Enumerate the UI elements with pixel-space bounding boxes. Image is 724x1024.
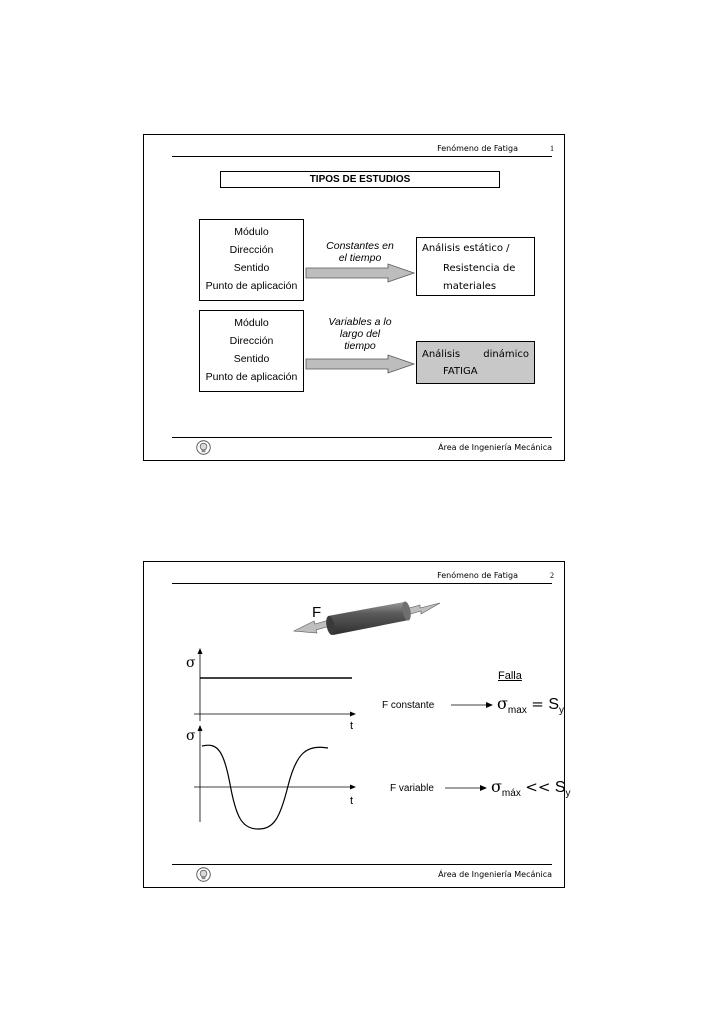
force-params-box-variable xyxy=(199,310,304,392)
much-less-operator: << xyxy=(525,778,551,796)
sigma-symbol: σ xyxy=(491,777,502,796)
constant-stress-graph xyxy=(184,647,359,727)
case2-formula xyxy=(491,777,571,799)
case1-label: F constante xyxy=(382,700,435,711)
arrow-label-variable xyxy=(314,316,406,352)
result-word: Análisis xyxy=(422,349,461,360)
header-title: Fenómeno de Fatiga xyxy=(437,144,518,153)
falla-label: Falla xyxy=(498,670,522,682)
y-axis-arrow-icon xyxy=(198,648,203,654)
header-title: Fenómeno de Fatiga xyxy=(437,571,518,580)
param-sentido: Sentido xyxy=(233,262,270,274)
arrow-label-line: tiempo xyxy=(344,340,376,352)
arrow-label-constant xyxy=(314,240,406,264)
result-box-fatigue xyxy=(416,341,535,384)
graph1-y-label: σ xyxy=(186,655,196,671)
slide-number: 2 xyxy=(550,571,554,580)
param-modulo: Módulo xyxy=(234,317,269,329)
header-rule xyxy=(172,156,552,157)
sigma-subscript: máx xyxy=(501,788,521,800)
footer-rule xyxy=(172,437,552,438)
header-rule xyxy=(172,583,552,584)
result-box-static xyxy=(416,237,535,296)
footer-text: Área de Ingeniería Mecánica xyxy=(438,443,552,452)
result-line: Análisis estático / xyxy=(422,243,510,254)
sigma-subscript: max xyxy=(507,705,527,717)
param-modulo: Módulo xyxy=(234,226,269,238)
right-force-arrow-icon xyxy=(406,603,440,615)
sigma-symbol: σ xyxy=(497,694,508,713)
arrow-label-line: el tiempo xyxy=(338,252,382,264)
equals-operator: = xyxy=(531,695,544,713)
shaft-illustration xyxy=(292,598,444,640)
yield-subscript: y xyxy=(558,705,564,717)
variable-stress-graph xyxy=(184,722,359,834)
slide-number: 1 xyxy=(550,144,554,153)
fatiga-label: FATIGA xyxy=(443,366,478,377)
param-punto: Punto de aplicación xyxy=(205,371,298,383)
case1-arrow-icon xyxy=(450,700,494,710)
yield-strength-symbol: S xyxy=(554,779,566,796)
footer-rule xyxy=(172,864,552,865)
right-arrow-icon xyxy=(304,263,416,283)
right-arrow-icon xyxy=(304,354,416,374)
slide-title: TIPOS DE ESTUDIOS xyxy=(220,171,500,188)
param-punto: Punto de aplicación xyxy=(205,280,298,292)
graph2-x-label: t xyxy=(350,795,354,807)
left-force-arrow-icon xyxy=(294,620,330,633)
graph1-x-label: t xyxy=(350,720,354,732)
x-axis-arrow-icon xyxy=(350,785,356,790)
footer-text: Área de Ingeniería Mecánica xyxy=(438,870,552,879)
case2-label: F variable xyxy=(390,783,434,794)
case1-formula xyxy=(497,694,564,716)
university-logo-icon xyxy=(196,867,211,882)
x-axis-arrow-icon xyxy=(350,712,356,717)
result-line: Resistencia de xyxy=(443,263,516,274)
param-direccion: Dirección xyxy=(229,335,274,347)
slide-2 xyxy=(143,561,571,888)
yield-strength-symbol: S xyxy=(548,696,559,713)
param-direccion: Dirección xyxy=(229,244,274,256)
university-logo-icon xyxy=(196,440,211,455)
case2-arrow-icon xyxy=(444,783,488,793)
graph2-y-label: σ xyxy=(186,728,196,744)
force-label: F xyxy=(312,604,322,621)
arrow-label-line: largo del xyxy=(339,328,381,340)
result-line: materiales xyxy=(443,281,497,292)
yield-subscript: y xyxy=(565,788,571,800)
force-params-box-constant xyxy=(199,219,304,301)
param-sentido: Sentido xyxy=(233,353,270,365)
arrow-label-line: Constantes en xyxy=(326,240,394,252)
y-axis-arrow-icon xyxy=(198,725,203,731)
slide-1 xyxy=(143,134,565,461)
result-word: dinámico xyxy=(483,349,529,360)
arrow-label-line: Variables a lo xyxy=(328,316,392,328)
